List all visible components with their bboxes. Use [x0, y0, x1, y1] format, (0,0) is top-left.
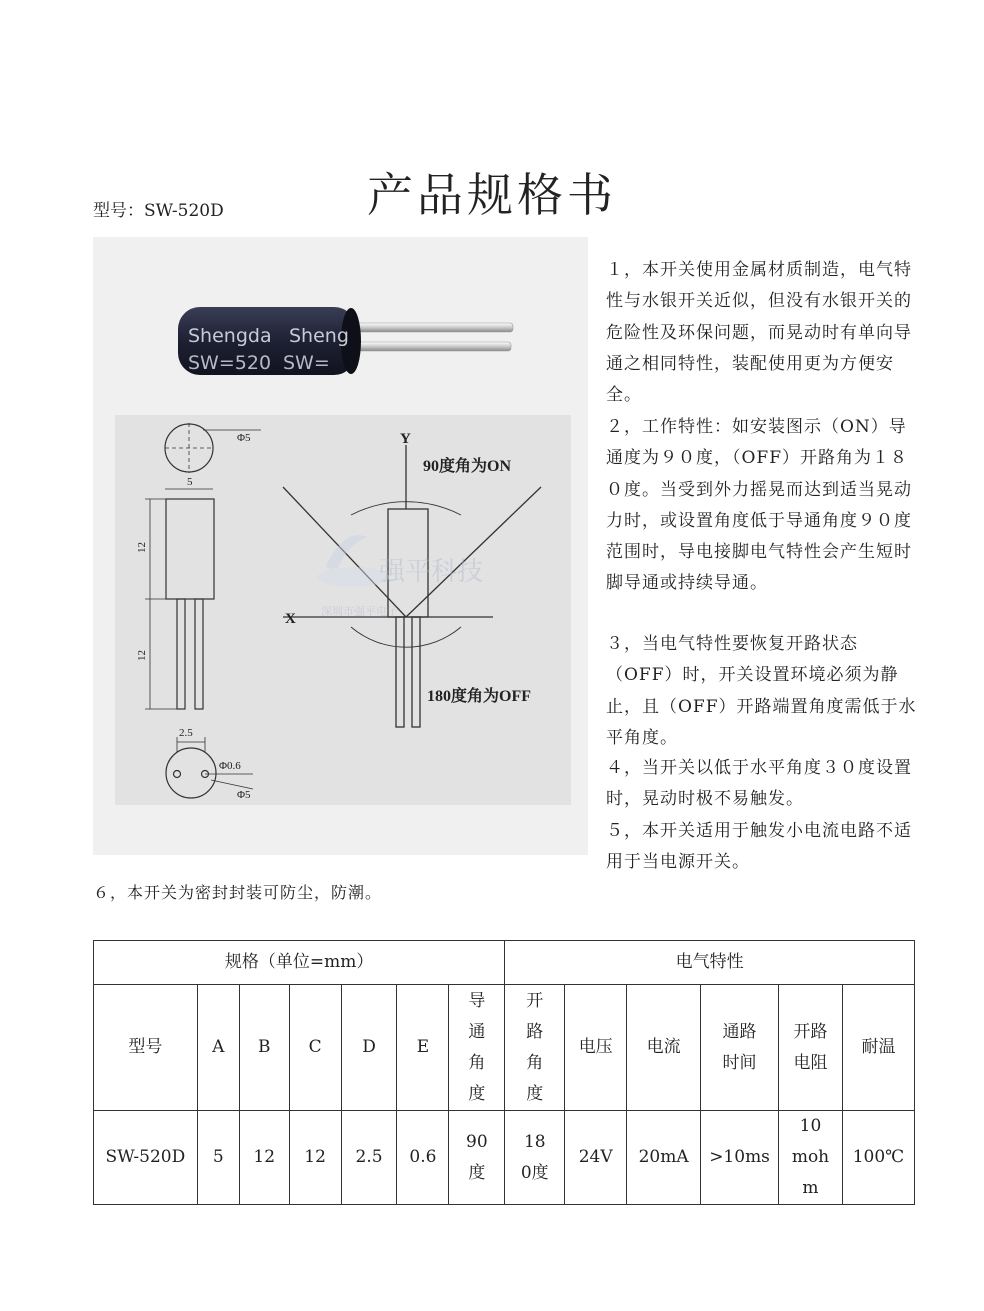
watermark-brand: 强平科技: [379, 557, 484, 587]
spec-table: [93, 940, 915, 1205]
product-illustration: [93, 237, 588, 855]
page-title: 产品规格书: [367, 167, 617, 222]
label-pin-d: Φ0.6: [219, 760, 241, 772]
header-voltage: 电压: [565, 985, 627, 1111]
header-a: A: [197, 985, 239, 1111]
header-current: 电流: [627, 985, 701, 1111]
product-text-2: Sheng: [289, 325, 349, 347]
cell-on-angle-text: 90度: [466, 1131, 488, 1183]
cell-d: 2.5: [341, 1111, 397, 1205]
label-pitch: 2.5: [179, 727, 193, 739]
paragraph-6: ６，本开关为密封封装可防尘，防潮。: [93, 883, 383, 902]
header-on-angle: [449, 985, 505, 1111]
header-c: C: [289, 985, 341, 1111]
watermark-sub: 深圳市强平电子: [321, 605, 398, 618]
paragraph-4: ４，当开关以低于水平角度３０度设置时，晃动时极不易触发。: [606, 758, 912, 810]
header-on-time: [701, 985, 779, 1111]
header-off-resistance: [779, 985, 843, 1111]
table-row: [94, 1111, 915, 1205]
table-group-row: [94, 941, 915, 985]
header-on-time-text: 通路时间: [722, 1021, 757, 1073]
table-header-row: [94, 985, 915, 1111]
header-off-angle: [505, 985, 565, 1111]
product-text-1: Shengda: [188, 325, 272, 347]
header-model: 型号: [94, 985, 198, 1111]
cell-on-angle: [449, 1111, 505, 1205]
cell-c: 12: [289, 1111, 341, 1205]
paragraph-3: ３，当电气特性要恢复开路状态（OFF）时，开关设置环境必须为静止，且（OFF）开路端置角度需低于水平角度。: [606, 634, 917, 748]
cell-e: 0.6: [397, 1111, 449, 1205]
cell-b: 12: [239, 1111, 289, 1205]
product-text-4: SW=: [283, 352, 330, 374]
header-e: E: [397, 985, 449, 1111]
pin-photo-upper: [343, 323, 513, 332]
cell-temp: 100℃: [842, 1111, 914, 1205]
paragraph-1: １，本开关使用金属材质制造，电气特性与水银开关近似，但没有水银开关的危险性及环保问题，而晃动时有单向导通之相同特性，装配使用更为方便安全。: [606, 260, 912, 406]
group-spec-header: 规格（单位=mm）: [94, 941, 505, 985]
paragraph-2: ２，工作特性：如安装图示（ON）导通度为９０度，（OFF）开路角为１８０度。当受到外力摇晃而达到适当晃动力时，或设置角度低于导通角度９０度范围时，导电接脚电气特性会产生短时脚导通或持续导通。: [606, 417, 912, 594]
group-elec-header: 电气特性: [505, 941, 915, 985]
header-temp: 耐温: [842, 985, 914, 1111]
cell-off-resistance-text: 10mohm: [791, 1116, 830, 1198]
header-b: B: [239, 985, 289, 1111]
pin-photo-lower: [343, 342, 511, 351]
header-off-resistance-text: 开路电阻: [793, 1021, 828, 1073]
cell-off-resistance: [779, 1111, 843, 1205]
label-d5-top: Φ5: [237, 432, 251, 444]
cell-on-time: >10ms: [701, 1111, 779, 1205]
header-d: D: [341, 985, 397, 1111]
model-line: 型号：SW-520D: [93, 201, 224, 221]
label-y-axis: Y: [400, 431, 411, 447]
label-d5-bottom: Φ5: [237, 789, 251, 801]
label-len12b: 12: [136, 650, 148, 661]
header-on-angle-text: 导通角度: [468, 990, 486, 1104]
cell-off-angle-text: 180度: [520, 1131, 549, 1183]
cell-model: SW-520D: [94, 1111, 198, 1205]
label-width5: 5: [187, 476, 193, 488]
cell-off-angle: [505, 1111, 565, 1205]
label-off: 180度角为OFF: [427, 688, 531, 705]
label-len12a: 12: [136, 542, 148, 553]
product-figure: [93, 237, 588, 855]
product-text-3: SW=520: [188, 352, 272, 374]
label-on: 90度角为ON: [423, 458, 512, 475]
cell-current: 20mA: [627, 1111, 701, 1205]
cell-voltage: 24V: [565, 1111, 627, 1205]
label-x-axis: X: [285, 611, 296, 627]
paragraph-5: ５，本开关适用于触发小电流电路不适用于当电源开关。: [606, 821, 912, 873]
cell-a: 5: [197, 1111, 239, 1205]
header-off-angle-text: 开路角度: [526, 990, 544, 1104]
